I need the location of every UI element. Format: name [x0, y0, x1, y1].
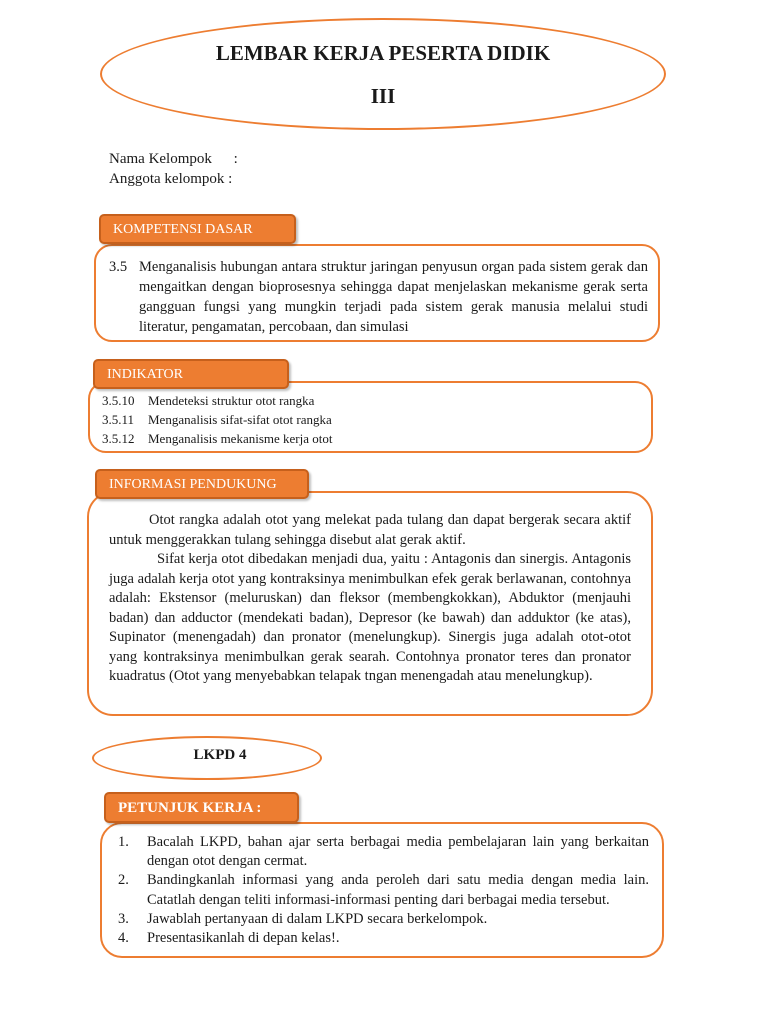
informasi-pendukung-box	[87, 491, 653, 716]
petunjuk-step	[118, 910, 649, 929]
kompetensi-number: 3.5	[109, 259, 128, 275]
petunjuk-kerja-tab	[104, 792, 299, 823]
petunjuk-kerja-box	[100, 822, 664, 958]
indikator-text: Menganalisis sifat-sifat otot rangka	[148, 412, 332, 427]
step-number: 1.	[118, 834, 129, 850]
indikator-item	[102, 391, 332, 410]
step-text: Bacalah LKPD, bahan ajar serta berbagai media pembelajaran lain yang berkaitan dengan otot dengan cermat.	[147, 834, 649, 870]
group-name-row	[109, 151, 238, 168]
lkpd-label: LKPD 4	[193, 747, 247, 763]
indikator-code: 3.5.11	[102, 412, 135, 427]
informasi-text	[109, 511, 631, 687]
kompetensi-dasar-tab	[99, 214, 296, 244]
step-text: Presentasikanlah di depan kelas!.	[147, 930, 340, 947]
petunjuk-list	[118, 833, 649, 948]
petunjuk-step	[118, 929, 649, 948]
kompetensi-dasar-label: KOMPETENSI DASAR	[113, 222, 253, 237]
indikator-code: 3.5.10	[102, 393, 135, 408]
page-title-number: III	[370, 84, 396, 108]
members-label: Anggota kelompok :	[109, 171, 233, 187]
informasi-paragraph-1: Otot rangka adalah otot yang melekat pada tulang dan dapat bergerak secara aktif untuk menggerakkan tulang sehingga disebut alat gerak aktif.	[109, 512, 631, 548]
petunjuk-step	[118, 871, 649, 909]
kompetensi-text: Menganalisis hubungan antara struktur jaringan penyusun organ pada sistem gerak dan mengaitkan dengan bioprosesnya sehingga dapat menjelaskan mekanisme gerak serta gangguan fungsi yang mungkin terjadi pada sistem gerak manusia melalui studi literatur, pengamatan, percobaan, dan simulasi	[139, 259, 648, 335]
kompetensi-dasar-box	[94, 244, 660, 342]
indikator-code: 3.5.12	[102, 431, 135, 446]
indikator-label: INDIKATOR	[107, 367, 183, 382]
title-ellipse	[100, 18, 666, 130]
informasi-pendukung-label: INFORMASI PENDUKUNG	[109, 477, 277, 492]
informasi-paragraph-2: Sifat kerja otot dibedakan menjadi dua, yaitu : Antagonis dan sinergis. Antagonis juga adalah kerja otot yang kontraksinya menimbulkan efek gerak berlawanan, contohnya adalah: Ekstensor (meluruskan) dan fleksor (membengkokkan), Abduktor (menjauhi badan) dan adductor (mendekati badan), Depresor (ke bawah) dan adduktor (ke atas), Supinator (menengadah) dan pronator (menelungkup). Sinergis juga adalah otot-otot yang kontraksinya menimbulkan gerak searah. Contohnya pronator teres dan pronator kuadratus (Otot yang menyebabkan telapak tngan menengadah atau menelungkup).	[109, 551, 631, 684]
indikator-tab	[93, 359, 289, 389]
step-text: Jawablah pertanyaan di dalam LKPD secara berkelompok.	[147, 910, 488, 927]
informasi-pendukung-tab	[95, 469, 309, 499]
indikator-item	[102, 410, 332, 429]
indikator-box	[88, 381, 653, 453]
indikator-item	[102, 429, 332, 448]
members-row	[109, 171, 232, 188]
page-title: LEMBAR KERJA PESERTA DIDIK	[215, 41, 551, 65]
petunjuk-kerja-label: PETUNJUK KERJA :	[118, 800, 262, 816]
step-number: 2.	[118, 872, 129, 889]
indikator-text: Mendeteksi struktur otot rangka	[148, 393, 315, 408]
step-number: 4.	[118, 930, 129, 947]
group-name-label: Nama Kelompok	[109, 151, 212, 167]
petunjuk-step	[118, 833, 649, 871]
step-number: 3.	[118, 910, 129, 927]
group-name-separator: :	[233, 151, 238, 167]
indikator-list	[102, 391, 332, 448]
indikator-text: Menganalisis mekanisme kerja otot	[148, 431, 333, 446]
step-text: Bandingkanlah informasi yang anda peroleh dari satu media dengan media lain. Catatlah dengan teliti informasi-informasi penting dari berbagai media tersebut.	[147, 872, 649, 908]
kompetensi-item	[109, 257, 648, 337]
